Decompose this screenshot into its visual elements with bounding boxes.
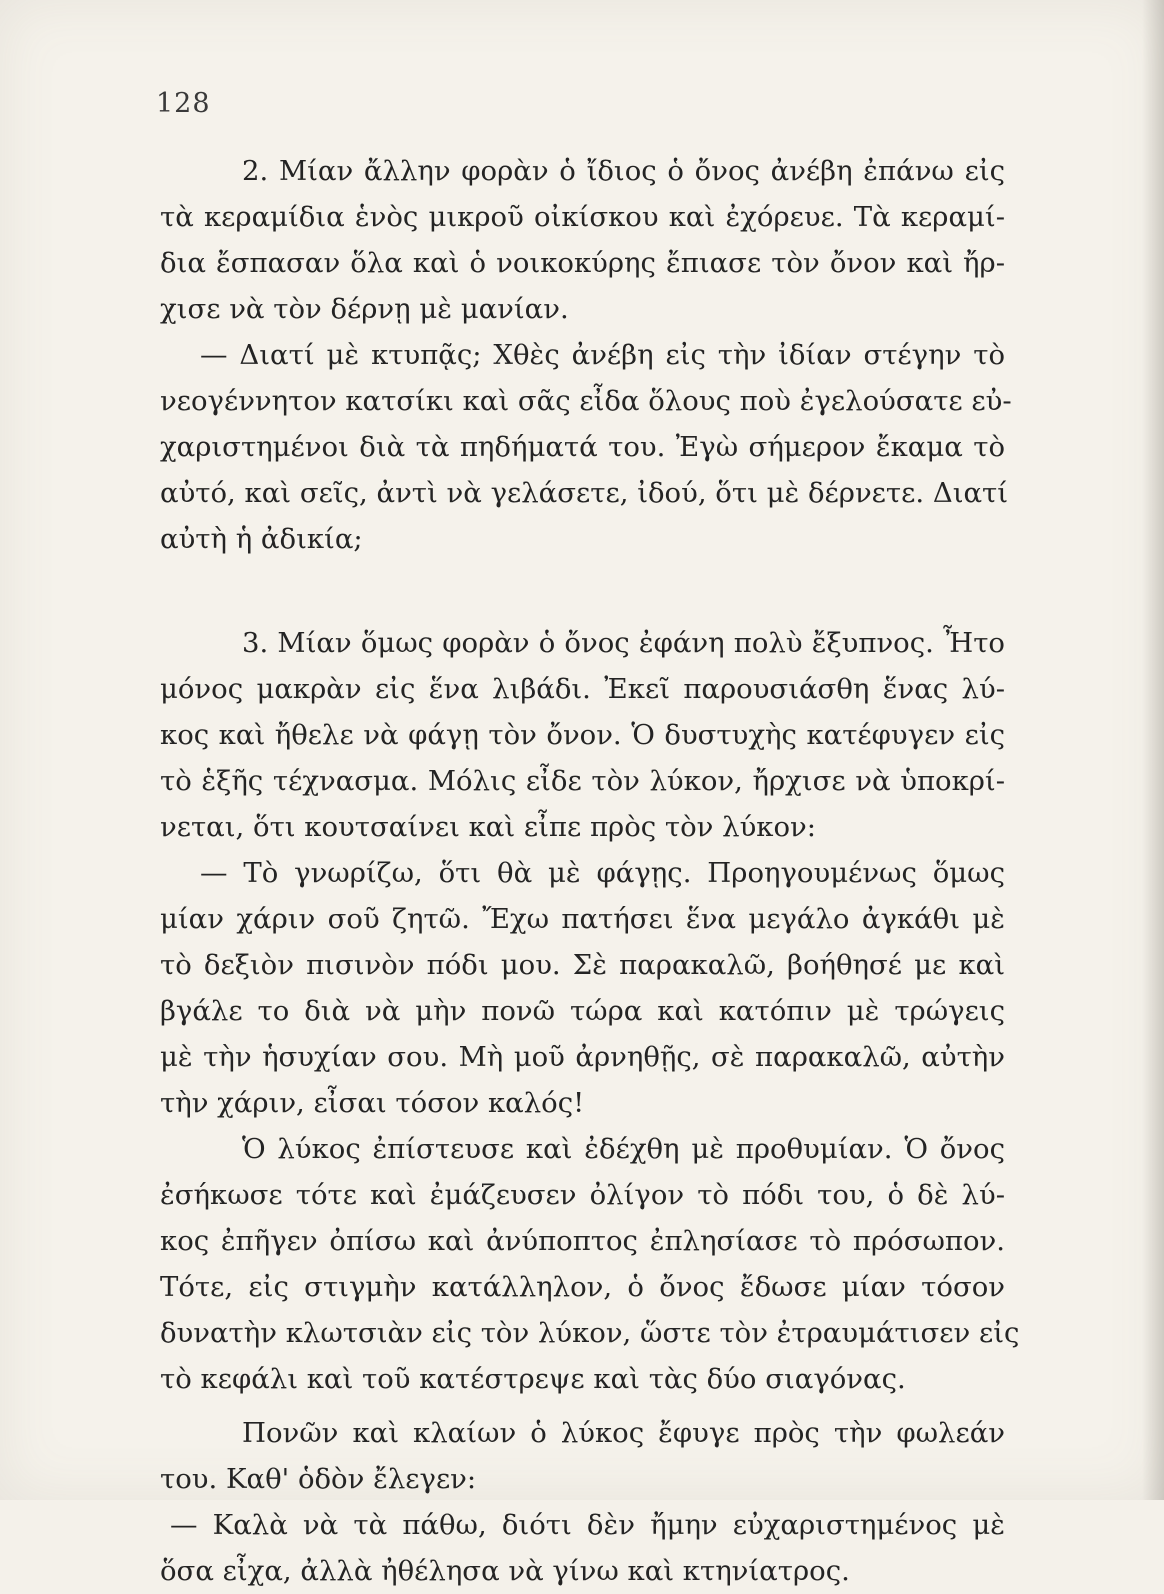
text-line: Πονῶν καὶ κλαίων ὁ λύκος ἔφυγε πρὸς τὴν φωλεάν — [242, 1417, 1005, 1449]
text-line: μὲ τὴν ἡσυχίαν σου. Μὴ μοῦ ἀρνηθῇς, σὲ παρακαλῶ, αὐτὴν — [160, 1041, 1005, 1073]
text-line: χαριστημένοι διὰ τὰ πηδήματά του. Ἐγὼ σήμερον ἔκαμα τὸ — [160, 431, 1005, 463]
text-line: — Διατί μὲ κτυπᾷς; Χθὲς ἀνέβη εἰς τὴν ἰδίαν στέγην τὸ — [200, 339, 1005, 371]
text-line: — Καλὰ νὰ τὰ πάθω, διότι δὲν ἤμην εὐχαριστημένος μὲ — [170, 1509, 1005, 1541]
page-text — [160, 148, 1020, 1594]
paragraph-gap — [160, 562, 1005, 620]
text-line: νεται, ὅτι κουτσαίνει καὶ εἶπε πρὸς τὸν λύκον: — [160, 811, 817, 843]
text-line: 2. Μίαν ἄλλην φορὰν ὁ ἴδιος ὁ ὄνος ἀνέβη ἐπάνω εἰς — [242, 155, 1005, 187]
text-line: κος καὶ ἤθελε νὰ φάγῃ τὸν ὄνον. Ὁ δυστυχὴς κατέφυγεν εἰς — [160, 719, 1005, 751]
text-line: νεογέννητον κατσίκι καὶ σᾶς εἶδα ὅλους ποὺ ἐγελούσατε εὐ- — [160, 385, 1012, 417]
text-line: μόνος μακρὰν εἰς ἕνα λιβάδι. Ἐκεῖ παρουσιάσθη ἕνας λύ- — [160, 673, 1005, 705]
text-line: τὴν χάριν, εἶσαι τόσον καλός! — [160, 1087, 585, 1119]
text-line: τὸ δεξιὸν πισινὸν πόδι μου. Σὲ παρακαλῶ, βοήθησέ με καὶ — [160, 949, 1005, 981]
text-line: ἐσήκωσε τότε καὶ ἐμάζευσεν ὀλίγον τὸ πόδι του, ὁ δὲ λύ- — [160, 1179, 1005, 1211]
text-line: αὐτό, καὶ σεῖς, ἀντὶ νὰ γελάσετε, ἰδού, ὅτι μὲ δέρνετε. Διατί — [160, 477, 1009, 509]
text-line: του. Καθ' ὁδὸν ἔλεγεν: — [160, 1463, 477, 1495]
text-line: βγάλε το διὰ νὰ μὴν πονῶ τώρα καὶ κατόπιν μὲ τρώγεις — [160, 995, 1005, 1027]
text-line: δυνατὴν κλωτσιὰν εἰς τὸν λύκον, ὥστε τὸν ἐτραυμάτισεν εἰς — [160, 1317, 1020, 1349]
page-number: 128 — [156, 88, 211, 119]
paragraph-gap — [160, 1402, 1005, 1410]
text-line: τὰ κεραμίδια ἑνὸς μικροῦ οἰκίσκου καὶ ἐχόρευε. Τὰ κεραμί- — [160, 201, 1005, 233]
text-line: κος ἐπῆγεν ὀπίσω καὶ ἀνύποπτος ἐπλησίασε τὸ πρόσωπον. — [160, 1225, 1005, 1257]
text-line: — Τὸ γνωρίζω, ὅτι θὰ μὲ φάγῃς. Προηγουμένως ὅμως — [200, 857, 1005, 889]
text-line: χισε νὰ τὸν δέρνῃ μὲ μανίαν. — [160, 293, 569, 325]
text-line: Τότε, εἰς στιγμὴν κατάλληλον, ὁ ὄνος ἔδωσε μίαν τόσον — [160, 1271, 1005, 1303]
text-line: αὐτὴ ἡ ἀδικία; — [160, 523, 363, 555]
text-line: 3. Μίαν ὅμως φορὰν ὁ ὄνος ἐφάνη πολὺ ἔξυπνος. Ἦτο — [242, 627, 1005, 659]
text-line: Ὁ λύκος ἐπίστευσε καὶ ἐδέχθη μὲ προθυμίαν. Ὁ ὄνος — [242, 1133, 1005, 1165]
text-line: ὅσα εἶχα, ἀλλὰ ἠθέλησα νὰ γίνω καὶ κτηνίατρος. — [160, 1555, 850, 1587]
text-line: τὸ ἑξῆς τέχνασμα. Μόλις εἶδε τὸν λύκον, ἤρχισε νὰ ὑποκρί- — [160, 765, 1005, 797]
page-edge-shadow — [1142, 0, 1164, 1500]
text-line: μίαν χάριν σοῦ ζητῶ. Ἔχω πατήσει ἕνα μεγάλο ἀγκάθι μὲ — [160, 903, 1005, 935]
text-line: τὸ κεφάλι καὶ τοῦ κατέστρεψε καὶ τὰς δύο σιαγόνας. — [160, 1363, 906, 1395]
text-line: δια ἔσπασαν ὅλα καὶ ὁ νοικοκύρης ἔπιασε τὸν ὄνον καὶ ἤρ- — [160, 247, 1005, 279]
